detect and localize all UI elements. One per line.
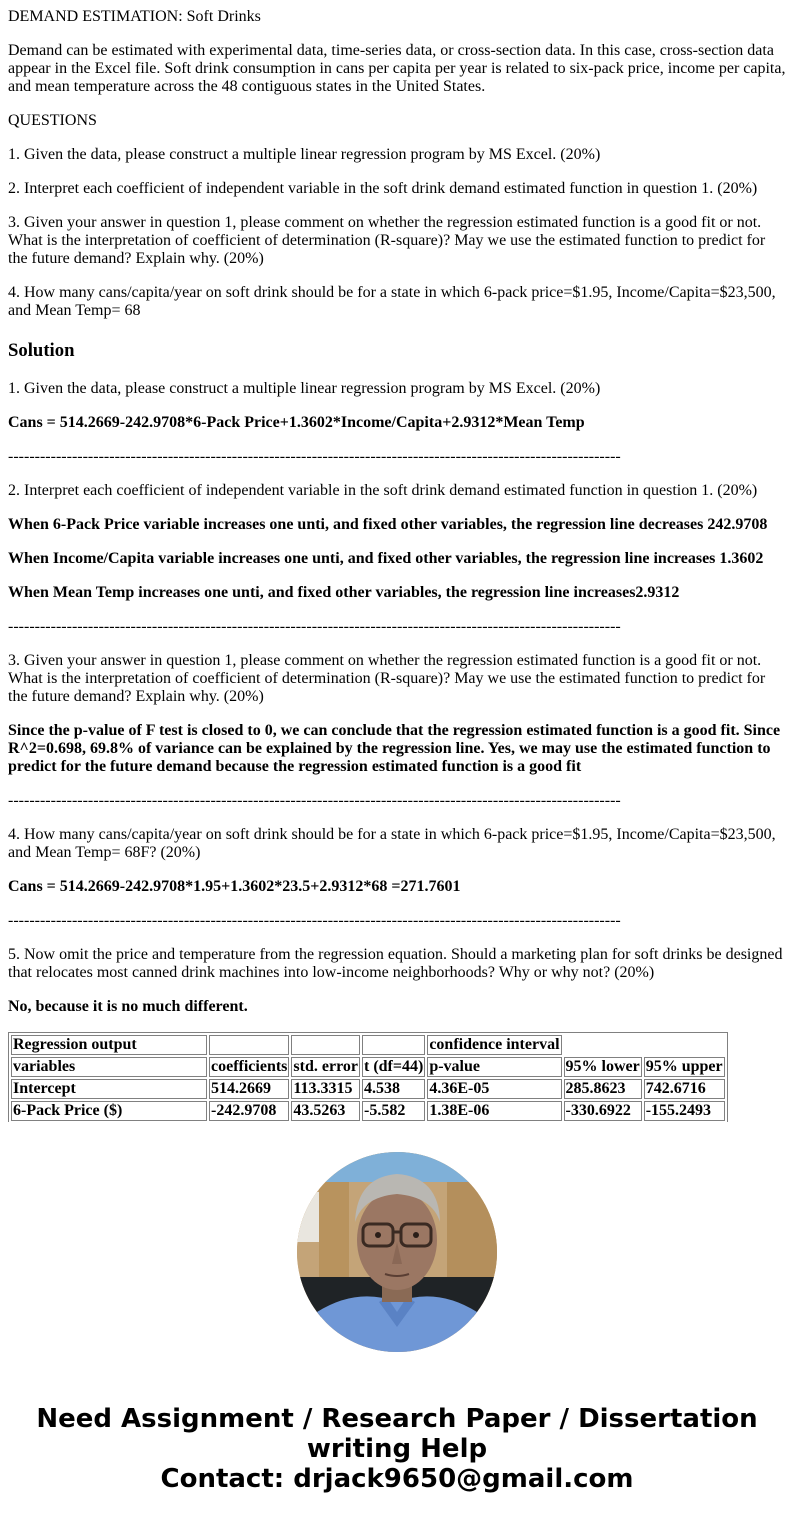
- table-cell: 4.36E-05: [427, 1079, 561, 1099]
- footer-line-1: Need Assignment / Research Paper / Dissertation: [36, 1404, 758, 1434]
- solution-question-4: 4. How many cans/capita/year on soft drink should be for a state in which 6-pack price=$1.95, Income/Capita=$23,500, and Mean Temp= 68F? (20%): [8, 826, 776, 861]
- separator-line: -------------------------------------------------------------------------------------------------------------------: [8, 448, 621, 465]
- table-cell: Regression output: [11, 1035, 207, 1055]
- table-cell: -155.2493: [644, 1101, 725, 1121]
- table-cell: [209, 1035, 289, 1055]
- table-cell: [362, 1035, 425, 1055]
- separator-line: -------------------------------------------------------------------------------------------------------------------: [8, 618, 621, 635]
- footer-line-2: writing Help: [306, 1434, 488, 1464]
- solution-question-3: 3. Given your answer in question 1, please comment on whether the regression estimated function is a good fit or not. What is the interpretation of coefficient of determination (R-square)? May we use the estimated function to predict for the future demand? Explain why. (20%): [8, 652, 766, 705]
- table-cell: -5.582: [362, 1101, 425, 1121]
- solution-answer-2a: When 6-Pack Price variable increases one unti, and fixed other variables, the regression line decreases 242.9708: [8, 516, 768, 533]
- table-cell: -242.9708: [209, 1101, 289, 1121]
- table-title-row: [11, 1035, 725, 1055]
- solution-answer-2c: When Mean Temp increases one unti, and fixed other variables, the regression line increases2.9312: [8, 584, 680, 601]
- table-header-cell: std. error: [293, 1058, 358, 1075]
- contact-footer: [8, 1404, 786, 1494]
- document-title: DEMAND ESTIMATION: Soft Drinks: [8, 8, 261, 25]
- questions-heading: QUESTIONS: [8, 112, 97, 129]
- table-header-row: [11, 1057, 725, 1077]
- author-photo-container: [8, 1152, 786, 1352]
- table-cell: 742.6716: [644, 1079, 725, 1099]
- table-cell: Intercept: [11, 1079, 207, 1099]
- solution-question-2: 2. Interpret each coefficient of independent variable in the soft drink demand estimated function in question 1. (20%): [8, 482, 758, 499]
- solution-answer-5: No, because it is no much different.: [8, 998, 248, 1015]
- table-cell-empty: [644, 1035, 725, 1055]
- author-photo: [297, 1152, 497, 1352]
- table-cell: 1.38E-06: [427, 1101, 561, 1121]
- table-cell: 514.2669: [209, 1079, 289, 1099]
- separator-line: -------------------------------------------------------------------------------------------------------------------: [8, 912, 621, 929]
- question-2: 2. Interpret each coefficient of independent variable in the soft drink demand estimated function in question 1. (20%): [8, 180, 758, 197]
- table-cell: 113.3315: [291, 1079, 360, 1099]
- solution-question-1: 1. Given the data, please construct a multiple linear regression program by MS Excel. (20%): [8, 380, 601, 397]
- question-3: 3. Given your answer in question 1, please comment on whether the regression estimated function is a good fit or not. What is the interpretation of coefficient of determination (R-square)? May we use the estimated function to predict for the future demand? Explain why. (20%): [8, 214, 766, 267]
- solution-answer-2b: When Income/Capita variable increases one unti, and fixed other variables, the regression line increases 1.3602: [8, 550, 764, 567]
- intro-paragraph: Demand can be estimated with experimental data, time-series data, or cross-section data. In this case, cross-section data appear in the Excel file. Soft drink consumption in cans per capita per year is related to six-pack price, income per capita, and mean temperature across the 48 contiguous states in the United States.: [8, 42, 786, 95]
- table-header-cell: variables: [11, 1057, 207, 1077]
- question-1: 1. Given the data, please construct a multiple linear regression program by MS Excel. (20%): [8, 146, 601, 163]
- footer-contact-email: Contact: drjack9650@gmail.com: [160, 1464, 634, 1494]
- table-cell: 4.538: [362, 1079, 425, 1099]
- table-row: [11, 1101, 725, 1121]
- table-row: [11, 1079, 725, 1099]
- solution-heading: Solution: [8, 340, 75, 361]
- table-header-cell: 95% lower: [565, 1058, 640, 1075]
- solution-question-5: 5. Now omit the price and temperature from the regression equation. Should a marketing plan for soft drinks be designed that relocates most canned drink machines into low-income neighborhoods? Why or why not? (20%): [8, 946, 783, 981]
- table-header-cell: p-value: [427, 1057, 561, 1077]
- solution-answer-3: Since the p-value of F test is closed to 0, we can conclude that the regression estimated function is a good fit. Since R^2=0.698, 69.8% of variance can be explained by the regression line. Yes, we may use the estimated function to predict for the future demand because the regression estimated function is a good fit: [8, 722, 781, 775]
- table-header-cell: coefficients: [211, 1058, 288, 1075]
- regression-table: [8, 1032, 728, 1122]
- table-header-cell: 95% upper: [645, 1058, 723, 1075]
- table-cell: confidence interval: [429, 1036, 560, 1053]
- question-4: 4. How many cans/capita/year on soft drink should be for a state in which 6-pack price=$1.95, Income/Capita=$23,500, and Mean Temp= 68: [8, 284, 776, 319]
- table-cell: 285.8623: [564, 1079, 642, 1099]
- regression-table-container: [8, 1032, 729, 1122]
- table-cell-empty: [564, 1035, 642, 1055]
- person-portrait-icon: [297, 1152, 497, 1352]
- table-cell: [291, 1035, 360, 1055]
- table-cell: 43.5263: [291, 1101, 360, 1121]
- table-cell: -330.6922: [564, 1101, 642, 1121]
- solution-answer-4: Cans = 514.2669-242.9708*1.95+1.3602*23.5+2.9312*68 =271.7601: [8, 878, 461, 895]
- separator-line: -------------------------------------------------------------------------------------------------------------------: [8, 792, 621, 809]
- solution-answer-1: Cans = 514.2669-242.9708*6-Pack Price+1.3602*Income/Capita+2.9312*Mean Temp: [8, 414, 585, 431]
- table-header-cell: t (df=44): [363, 1058, 424, 1075]
- table-cell: 6-Pack Price ($): [11, 1101, 207, 1121]
